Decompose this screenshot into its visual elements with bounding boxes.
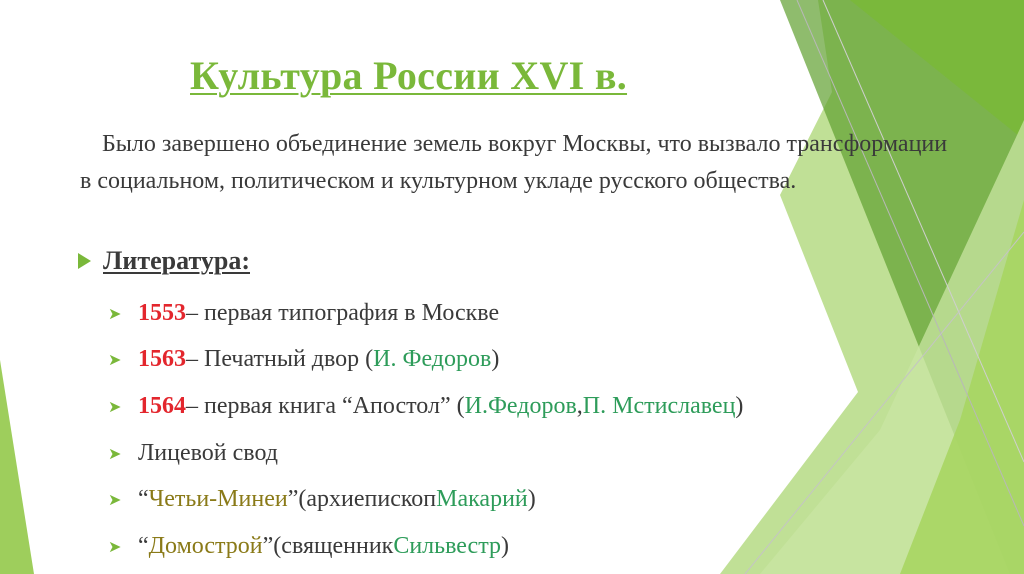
item-work-title: Четьи-Минеи bbox=[148, 486, 288, 513]
item-text: – первая книга “Апостол” ( bbox=[186, 392, 465, 419]
chevron-right-icon: ➤ bbox=[108, 490, 122, 510]
item-person-name: П. Мстиславец bbox=[582, 392, 736, 419]
item-text-close: ) bbox=[500, 532, 509, 559]
item-person-name: И.Федоров bbox=[464, 392, 577, 419]
chevron-right-icon: ➤ bbox=[108, 396, 122, 416]
list-item bbox=[108, 523, 743, 570]
item-year: 1564 bbox=[138, 392, 186, 419]
item-text: Лицевой свод bbox=[138, 439, 278, 466]
item-year: 1563 bbox=[138, 346, 186, 373]
item-text-close: ) bbox=[735, 392, 744, 419]
item-person-name: И. Федоров bbox=[373, 346, 492, 373]
list-item bbox=[108, 337, 743, 384]
item-year: 1553 bbox=[138, 299, 186, 326]
section-heading: Литература: bbox=[103, 246, 250, 275]
slide-title: Культура России XVI в. bbox=[190, 53, 628, 98]
item-work-title: Домострой bbox=[148, 532, 263, 559]
chevron-right-icon: ➤ bbox=[108, 350, 122, 370]
triangle-right-icon bbox=[78, 253, 91, 269]
item-text-close: ) bbox=[527, 486, 536, 513]
list-item bbox=[108, 476, 743, 523]
item-text: (священник bbox=[273, 532, 394, 559]
item-separator: , bbox=[576, 392, 583, 419]
item-quote-close: ” bbox=[262, 532, 274, 559]
item-person-name: Сильвестр bbox=[393, 532, 501, 559]
list-item bbox=[108, 290, 743, 337]
deco-panel-bottom-left bbox=[0, 360, 34, 574]
chevron-right-icon: ➤ bbox=[108, 536, 122, 556]
chevron-right-icon: ➤ bbox=[108, 443, 122, 463]
item-quote-close: ” bbox=[287, 486, 299, 513]
item-text-close: ) bbox=[491, 346, 500, 373]
intro-paragraph: Было завершено объединение земель вокруг Москвы, что вызвало трансформации в социальном, политическом и культурном укладе русского общества. bbox=[80, 131, 948, 194]
list-item bbox=[108, 430, 743, 477]
item-text: (архиепископ bbox=[298, 486, 437, 513]
item-quote-open: “ bbox=[138, 486, 149, 513]
item-text: – первая типография в Москве bbox=[186, 299, 500, 326]
section-heading-row bbox=[78, 246, 250, 276]
literature-list bbox=[108, 290, 743, 570]
chevron-right-icon: ➤ bbox=[108, 303, 122, 323]
item-person-name: Макарий bbox=[436, 486, 528, 513]
item-quote-open: “ bbox=[138, 532, 149, 559]
item-text: – Печатный двор ( bbox=[186, 346, 374, 373]
list-item bbox=[108, 383, 743, 430]
